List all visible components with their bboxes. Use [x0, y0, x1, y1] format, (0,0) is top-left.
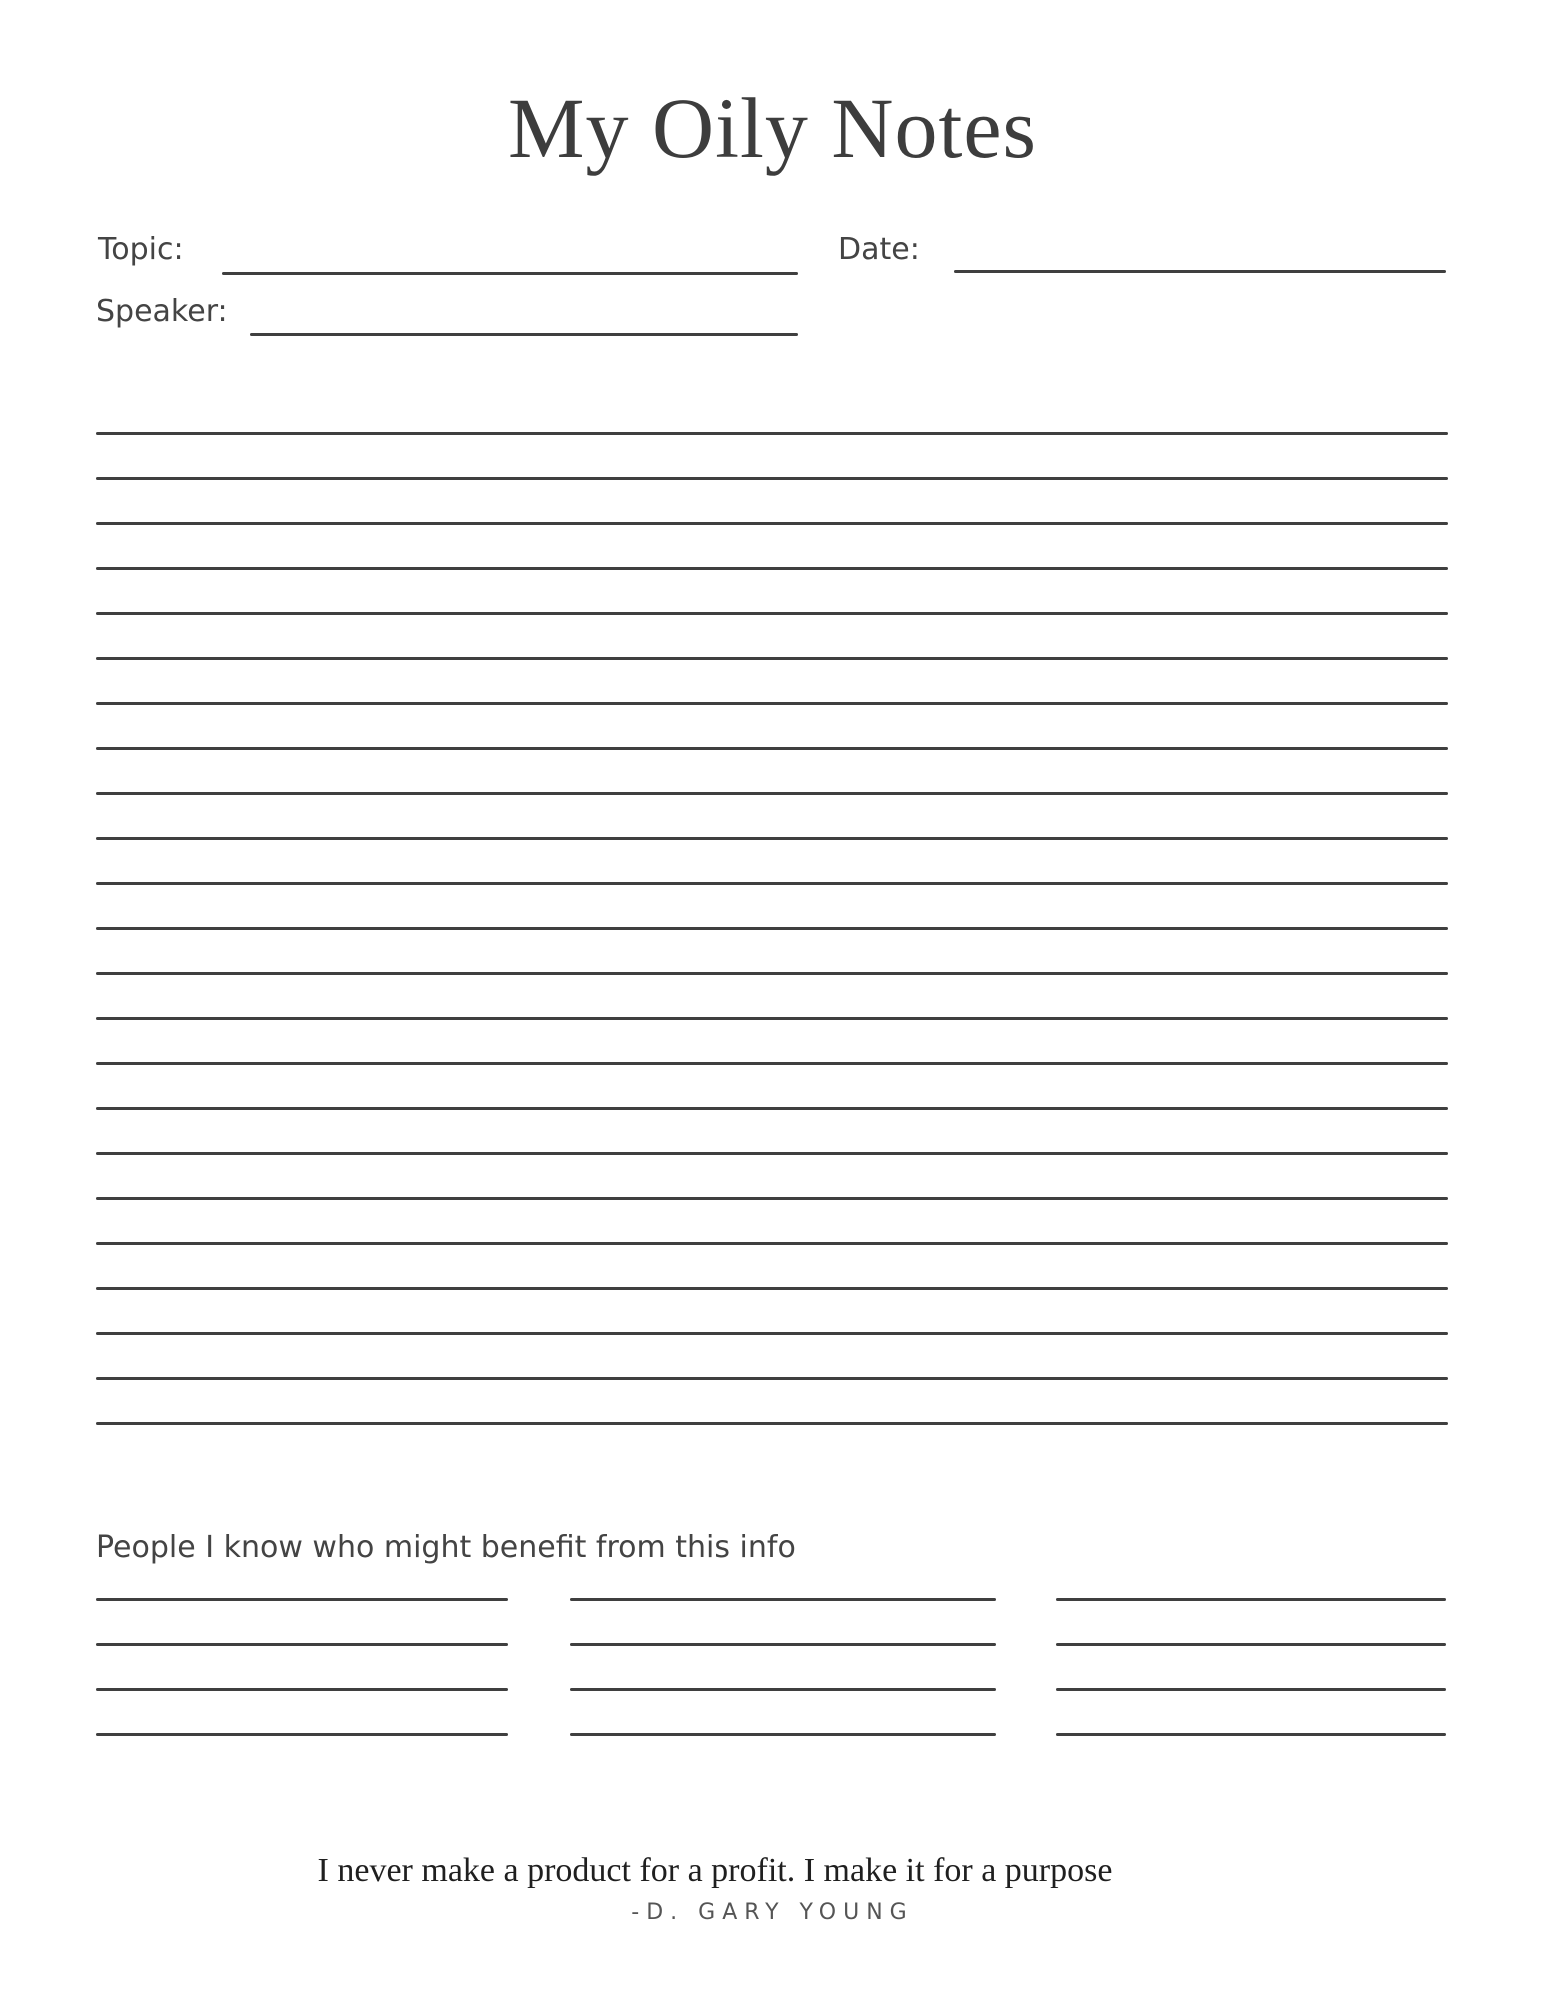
notes-line[interactable] — [96, 1242, 1448, 1245]
people-name-line[interactable] — [570, 1598, 996, 1601]
people-name-line[interactable] — [570, 1733, 996, 1736]
notes-line[interactable] — [96, 1197, 1448, 1200]
people-name-line[interactable] — [96, 1643, 508, 1646]
speaker-input-line[interactable] — [250, 333, 798, 336]
speaker-label: Speaker: — [96, 294, 228, 329]
date-input-line[interactable] — [954, 270, 1446, 273]
date-label: Date: — [838, 232, 920, 267]
notes-line[interactable] — [96, 1422, 1448, 1425]
quote-attribution: -D. GARY YOUNG — [631, 1900, 914, 1925]
people-name-line[interactable] — [1056, 1688, 1446, 1691]
notes-line[interactable] — [96, 522, 1448, 525]
notes-line[interactable] — [96, 1062, 1448, 1065]
notes-line[interactable] — [96, 1377, 1448, 1380]
notes-line[interactable] — [96, 567, 1448, 570]
notes-line[interactable] — [96, 837, 1448, 840]
people-section-label: People I know who might benefit from this info — [96, 1530, 796, 1565]
people-name-line[interactable] — [1056, 1598, 1446, 1601]
notes-line[interactable] — [96, 882, 1448, 885]
notes-line[interactable] — [96, 1107, 1448, 1110]
quote-text: I never make a product for a profit. I make it for a purpose — [317, 1852, 1113, 1889]
people-name-line[interactable] — [1056, 1733, 1446, 1736]
notes-line[interactable] — [96, 927, 1448, 930]
topic-label: Topic: — [98, 232, 184, 267]
people-name-line[interactable] — [96, 1688, 508, 1691]
people-name-line[interactable] — [1056, 1643, 1446, 1646]
notes-line[interactable] — [96, 1152, 1448, 1155]
people-name-line[interactable] — [570, 1643, 996, 1646]
notes-line[interactable] — [96, 792, 1448, 795]
notes-line[interactable] — [96, 1017, 1448, 1020]
notes-line[interactable] — [96, 747, 1448, 750]
notes-line[interactable] — [96, 702, 1448, 705]
notes-line[interactable] — [96, 657, 1448, 660]
people-name-line[interactable] — [96, 1598, 508, 1601]
people-name-line[interactable] — [96, 1733, 508, 1736]
notes-line[interactable] — [96, 972, 1448, 975]
notes-line[interactable] — [96, 477, 1448, 480]
notes-line[interactable] — [96, 612, 1448, 615]
page-title: My Oily Notes — [508, 80, 1037, 176]
topic-input-line[interactable] — [222, 272, 798, 275]
people-name-line[interactable] — [570, 1688, 996, 1691]
notes-line[interactable] — [96, 1287, 1448, 1290]
notes-line[interactable] — [96, 1332, 1448, 1335]
notes-line[interactable] — [96, 432, 1448, 435]
